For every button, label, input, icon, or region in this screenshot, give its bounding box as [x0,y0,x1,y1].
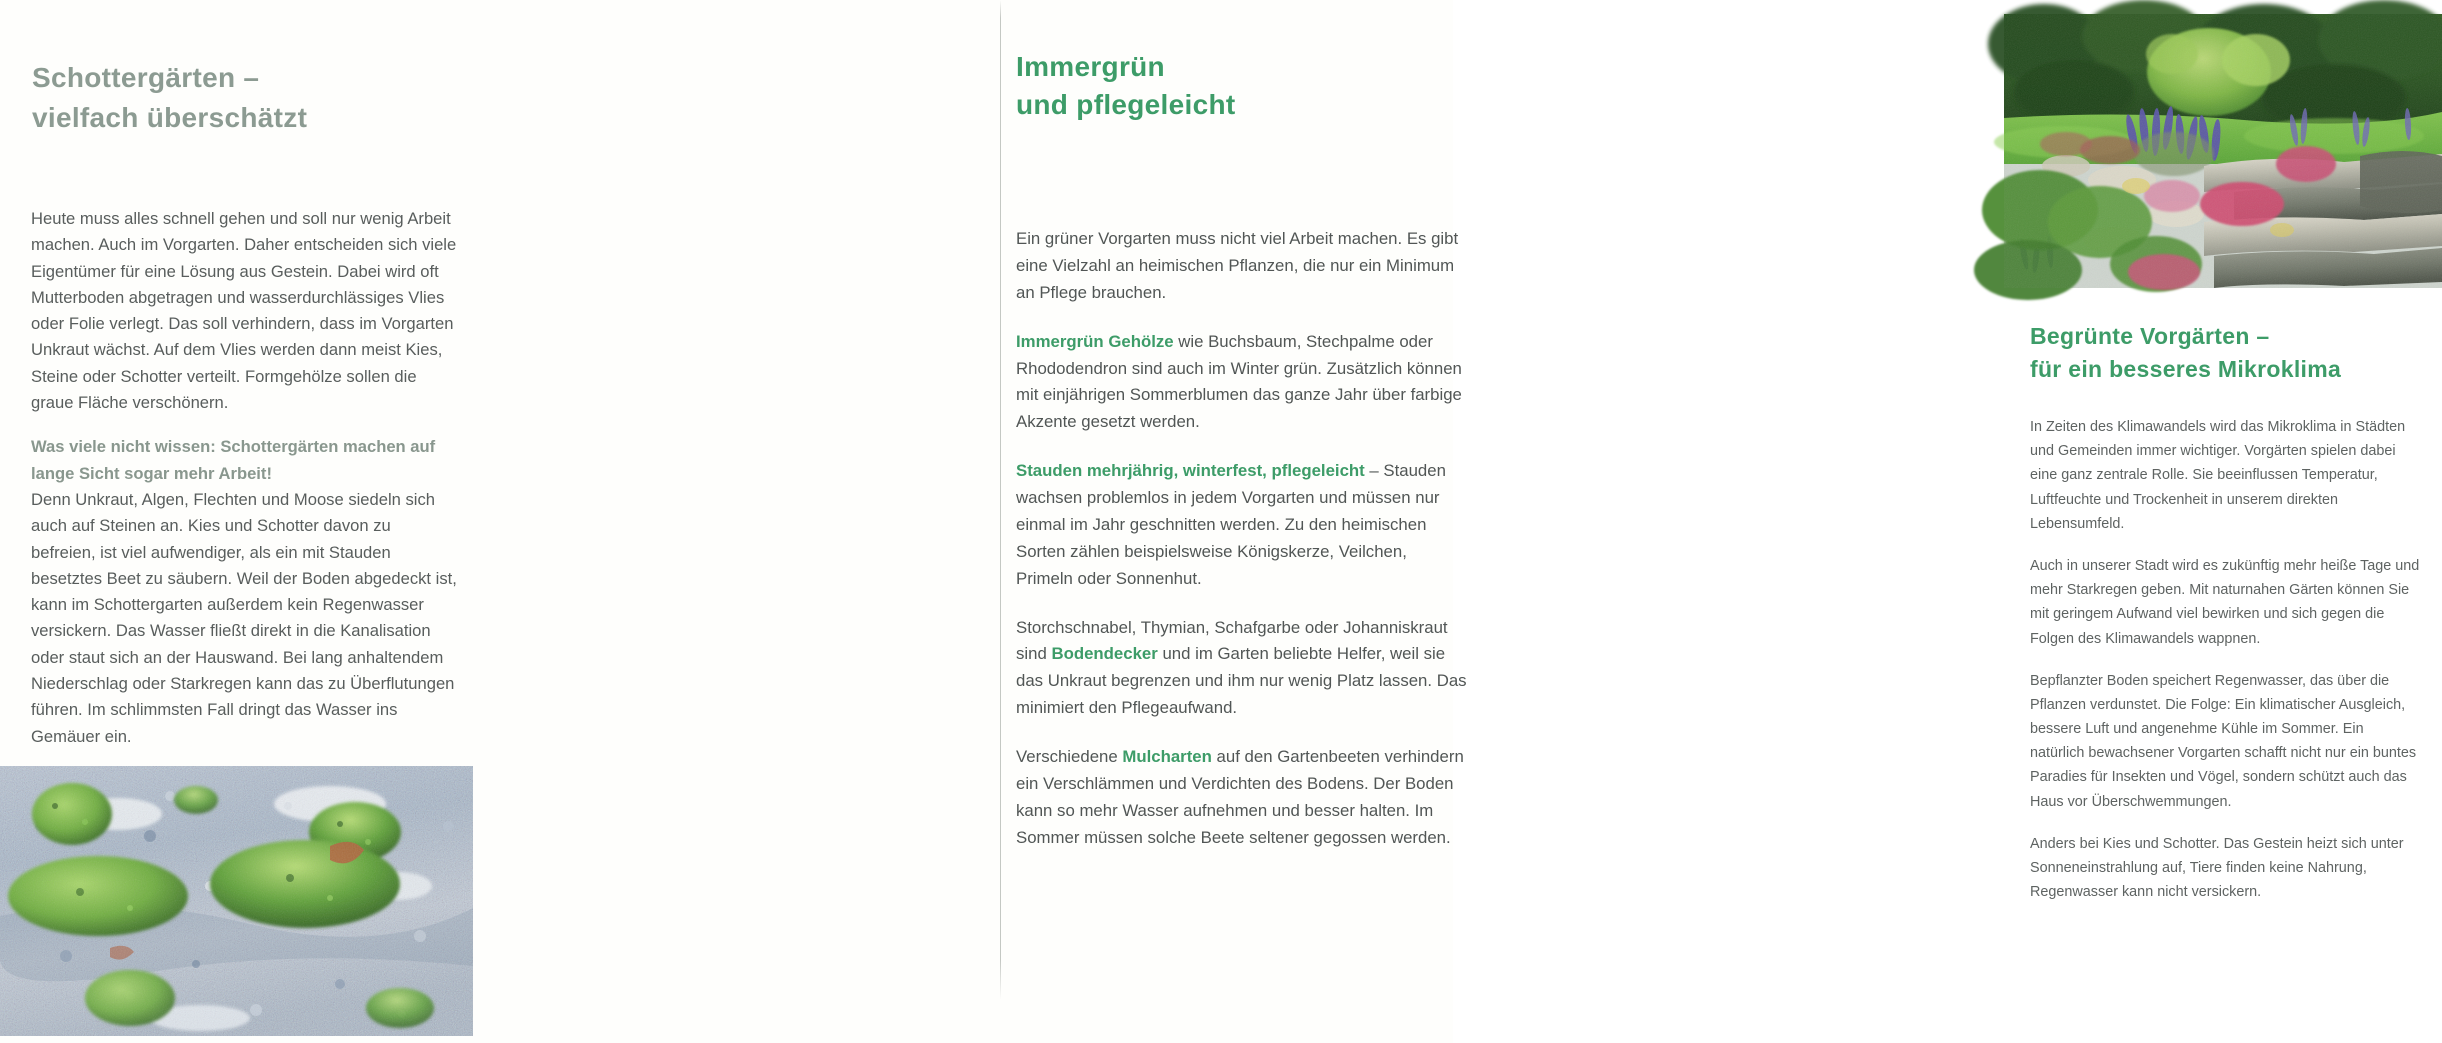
page-title-immergruen [1016,48,1456,124]
paragraph-middle-2-text: wie Buchsbaum, Stechpalme oder Rhododendron sind auch im Winter grün. Zusätzlich können mit einjährigen Sommerblumen das ganze Jahr über farbige Akzente gesetzt werden. [1016,331,1462,432]
body-text-middle [1016,226,1468,852]
paragraph-middle-4-text-before: Storchschnabel, Thymian, Schafgarbe oder Johanniskraut sind [1016,617,1448,664]
column-divider [1000,0,1001,1000]
accent-bodendecker: Bodendecker [1051,644,1158,664]
paragraph-right-3 [2030,669,2420,814]
paragraph-right-4-text: Anders bei Kies und Schotter. Das Gestein heizt sich unter Sonneneinstrahlung auf, Tiere finden keine Nahrung, Regenwasser kann nicht versickern. [2030,835,2404,901]
paragraph-right-4 [2030,832,2420,905]
paragraph-middle-5-text-after: auf den Gartenbeeten verhindern ein Verschlämmen und Verdichten des Bodens. Der Boden kann so mehr Wasser aufnehmen und besser halten. Im Sommer müssen solche Beete seltener gegossen werden. [1016,747,1464,847]
paragraph-left-2 [31,434,459,750]
heading-left-line-2: vielfach überschätzt [32,101,308,133]
heading-middle-line-2: und pflegeleicht [1016,89,1236,121]
paragraph-middle-4 [1016,615,1468,723]
gravel-moss-photo [0,766,473,1036]
accent-stauden: Stauden mehrjährig, winterfest, pflegeleicht [1016,461,1365,481]
gravel-moss-illustration [0,766,473,1036]
body-text-left [31,206,459,750]
paragraph-middle-4-text-after: und im Garten beliebte Helfer, weil sie das Unkraut begrenzen und ihm nur wenig Platz lassen. Das minimiert den Pflegeaufwand. [1016,644,1467,718]
paragraph-middle-3-text: – Stauden wachsen problemlos in jedem Vorgarten und müssen nur einmal im Jahr geschnitten werden. Zu den heimischen Sorten zählen beispielsweise Königskerze, Veilchen, Primeln oder Sonnenhut. [1016,461,1446,588]
paragraph-middle-1-text: Ein grüner Vorgarten muss nicht viel Arbeit machen. Es gibt eine Vielzahl an heimischen Pflanzen, die nur ein Minimum an Pflege brauchen. [1016,229,1459,302]
paragraph-right-2-text: Auch in unserer Stadt wird es zukünftig mehr heiße Tage und mehr Starkregen geben. Mit naturnahen Gärten können Sie mit geringem Aufwand viel bewirken und sich gegen die Folgen des Klimawandels wappnen. [2030,557,2420,647]
heading-right-line-1: Begrünte Vorgärten – [2030,323,2270,349]
paragraph-middle-3 [1016,458,1468,592]
heading-right-line-2: für ein besseres Mikroklima [2030,355,2342,382]
paragraph-middle-5-text-before: Verschiedene [1016,747,1123,766]
paragraph-right-2 [2030,554,2420,651]
page-title-schottergaerten [32,58,462,138]
rock-garden-photo [2004,14,2442,288]
paragraph-left-2-text: Denn Unkraut, Algen, Flechten und Moose siedeln sich auch auf Steinen an. Kies und Schotter davon zu befreien, ist viel aufwendiger, als ein mit Stauden besetztes Beet zu säubern. Weil der Boden abgedeckt ist, kann im Schottergarten außerdem kein Regenwasser versickern. Das Wasser fließt direkt in die Kanalisation oder staut sich an der Hauswand. Bei lang anhaltendem Niederschlag oder Starkregen kann das zu Überflutungen führen. Im schlimmsten Fall dringt das Wasser ins Gemäuer ein. [31,489,457,746]
accent-immergruen-gehoelze: Immergrün Gehölze [1016,331,1174,351]
paragraph-right-1 [2030,415,2420,536]
paragraph-left-1 [31,206,459,416]
rock-garden-illustration [2004,14,2442,288]
body-text-right [2030,415,2420,904]
paragraph-middle-5 [1016,744,1468,852]
paragraph-middle-2 [1016,329,1468,437]
page-title-begruente-vorgaerten [2030,320,2430,385]
paragraph-left-2-lead: Was viele nicht wissen: Schottergärten machen auf lange Sicht sogar mehr Arbeit! [31,437,436,483]
paragraph-right-3-text: Bepflanzter Boden speichert Regenwasser, das über die Pflanzen verdunstet. Die Folge: Ein klimatischer Ausgleich, bessere Luft und angenehme Kühle im Sommer. Ein natürlich bewachsener Vorgarten schafft nicht nur ein buntes Paradies für Insekten und Vögel, sondern schützt auch das Haus vor Überschwemmungen. [2030,672,2417,810]
paragraph-left-1-text: Heute muss alles schnell gehen und soll nur wenig Arbeit machen. Auch im Vorgarten. Daher entscheiden sich viele Eigentümer für eine Lösung aus Gestein. Dabei wird oft Mutterboden abgetragen und wasserdurchlässiges Vlies oder Folie verlegt. Das soll verhindern, dass im Vorgarten Unkraut wächst. Auf dem Vlies werden dann meist Kies, Steine oder Schotter verteilt. Formgehölze sollen die graue Fläche verschönern. [31,209,457,413]
heading-left-line-1: Schottergärten – [32,62,260,93]
accent-mulcharten: Mulcharten [1122,747,1212,766]
paragraph-right-1-text: In Zeiten des Klimawandels wird das Mikroklima in Städten und Gemeinden immer wichtiger. Vorgärten spielen dabei eine ganz zentrale Rolle. Sie beeinflussen Temperatur, Luftfeuchte und Trockenheit in unserem direkten Lebensumfeld. [2030,419,2406,532]
paragraph-middle-1 [1016,226,1468,307]
heading-middle-line-1: Immergrün [1016,51,1165,82]
